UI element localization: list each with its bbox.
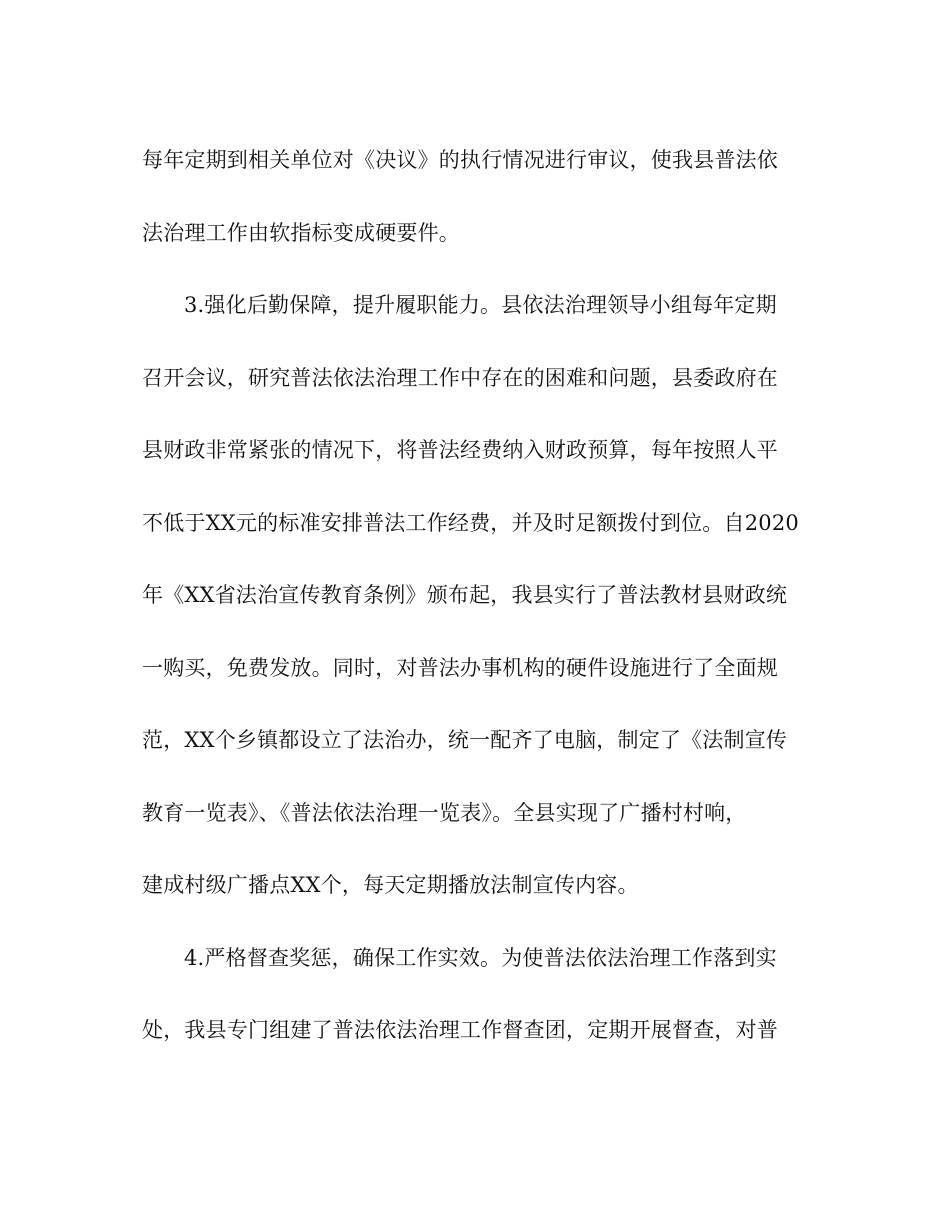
text-line: 范，XX个乡镇都设立了法治办，统一配齐了电脑，制定了《法制宣传	[142, 728, 788, 752]
text-line: 法治理工作由软指标变成硬要件。	[142, 221, 460, 245]
text-line: 年《XX省法治宣传教育条例》颁布起，我县实行了普法教材县财政统	[142, 583, 788, 607]
text-line: 不低于XX元的标准安排普法工作经费，并及时足额拨付到位。自2020	[142, 511, 799, 535]
text-line: 县财政非常紧张的情况下，将普法经费纳入财政预算，每年按照人平	[142, 438, 778, 462]
text-line: 召开会议，研究普法依法治理工作中存在的困难和问题，县委政府在	[142, 366, 778, 390]
paragraph-start-line: 4.严格督查奖惩，确保工作实效。为使普法依法治理工作落到实	[184, 946, 777, 970]
text-line: 处，我县专门组建了普法依法治理工作督查团，定期开展督查，对普	[142, 1018, 778, 1042]
text-line: 一购买，免费发放。同时，对普法办事机构的硬件设施进行了全面规	[142, 656, 778, 680]
text-line: 建成村级广播点XX个，每天定期播放法制宣传内容。	[142, 873, 639, 897]
paragraph-start-line: 3.强化后勤保障，提升履职能力。县依法治理领导小组每年定期	[184, 293, 777, 317]
text-line: 教育一览表》、《普法依法治理一览表》。全县实现了广播村村响，	[142, 801, 747, 825]
text-line: 每年定期到相关单位对《决议》的执行情况进行审议，使我县普法依	[142, 148, 778, 172]
